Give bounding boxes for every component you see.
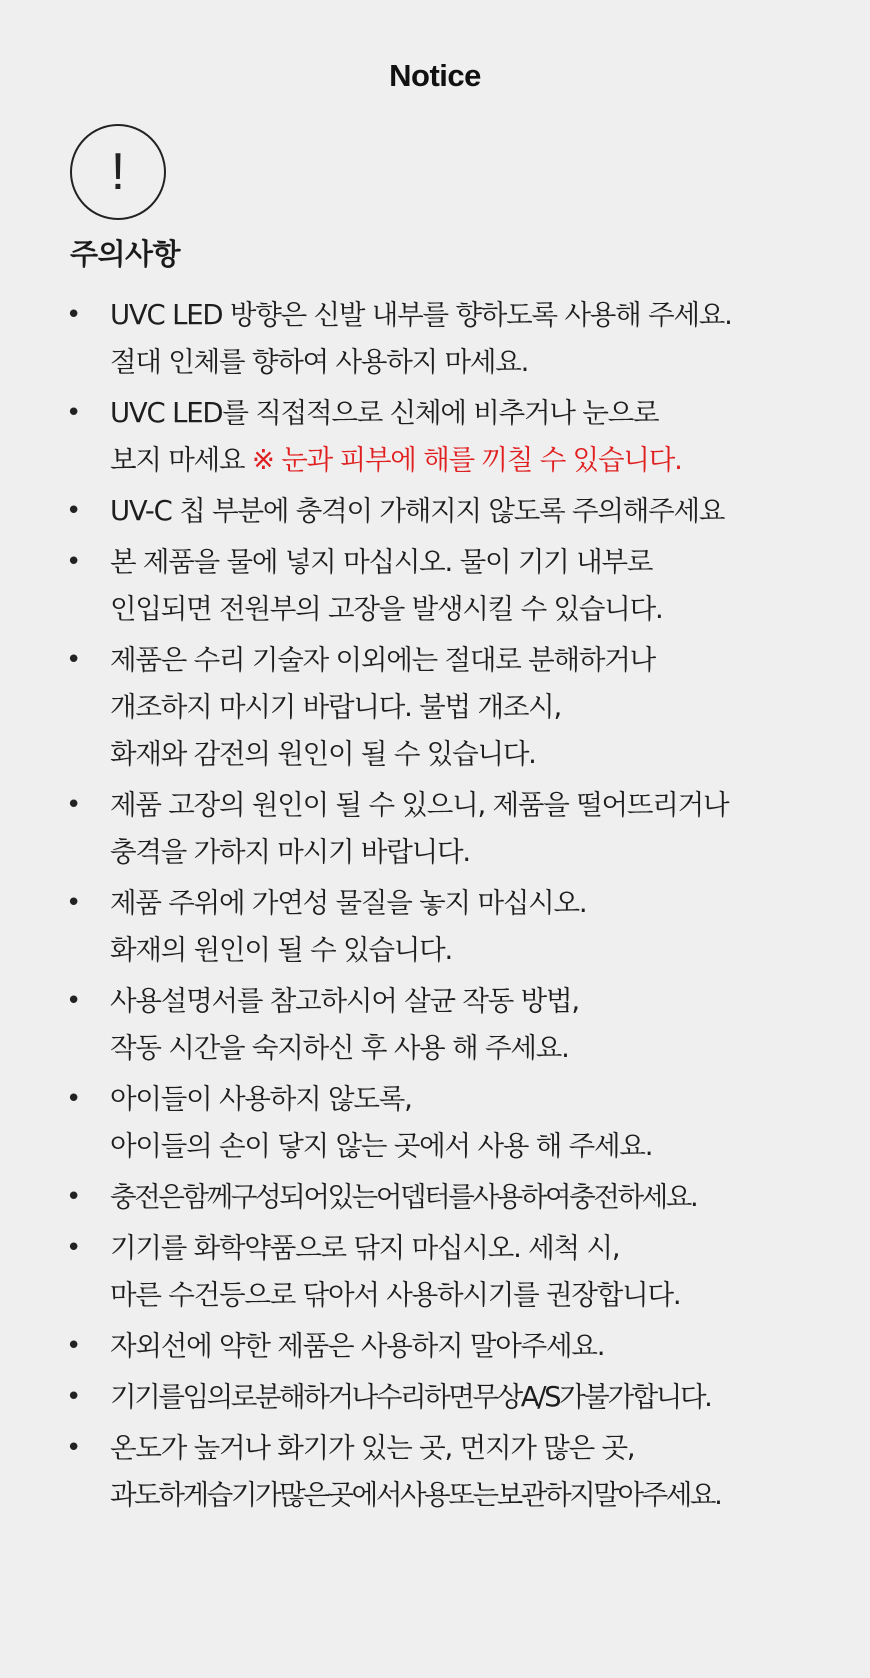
bullet: • (66, 790, 82, 820)
section-heading: 주의사항 (70, 237, 181, 271)
item-text: 제품은 수리 기술자 이외에는 절대로 분해하거나 (110, 644, 656, 676)
item-text: UV-C 칩 부분에 충격이 가해지지 않도록 주의해주세요 (110, 495, 725, 527)
list-item (60, 880, 870, 974)
item-text: 제품 고장의 원인이 될 수 있으니, 제품을 떨어뜨리거나 (110, 789, 729, 821)
bullet: • (66, 1433, 82, 1463)
item-text: 화재와 감전의 원인이 될 수 있습니다. (110, 738, 536, 770)
item-text: UVC LED 방향은 신발 내부를 향하도록 사용해 주세요. (110, 299, 732, 331)
item-text: 인입되면 전원부의 고장을 발생시킬 수 있습니다. (110, 593, 663, 625)
list-item (60, 488, 870, 535)
item-text: 마른 수건등으로 닦아서 사용하시기를 권장합니다. (110, 1279, 681, 1311)
warning-text: ※ 눈과 피부에 해를 끼칠 수 있습니다. (251, 444, 682, 476)
list-item (60, 1076, 870, 1170)
list-item (60, 782, 870, 876)
list-item (60, 978, 870, 1072)
item-text: UVC LED를 직접적으로 신체에 비추거나 눈으로 (110, 397, 659, 429)
bullet: • (66, 1182, 82, 1212)
list-item (60, 637, 870, 778)
item-text: 충격을 가하지 마시기 바랍니다. (110, 836, 470, 868)
item-text-with-warning (110, 437, 870, 484)
item-text: 보지 마세요 (110, 444, 252, 476)
item-text: 온도가 높거나 화기가 있는 곳, 먼지가 많은 곳, (110, 1432, 635, 1464)
item-text: 기기를 화학약품으로 닦지 마십시오. 세척 시, (110, 1232, 620, 1264)
caution-list (60, 292, 870, 1523)
item-text: 절대 인체를 향하여 사용하지 마세요. (110, 346, 529, 378)
item-text: 아이들이 사용하지 않도록, (110, 1083, 412, 1115)
bullet: • (66, 1382, 82, 1412)
item-text: 제품 주위에 가연성 물질을 놓지 마십시오. (110, 887, 587, 919)
bullet: • (66, 1084, 82, 1114)
item-text: 본 제품을 물에 넣지 마십시오. 물이 기기 내부로 (110, 546, 653, 578)
item-text: 아이들의 손이 닿지 않는 곳에서 사용 해 주세요. (110, 1130, 653, 1162)
bullet: • (66, 986, 82, 1016)
item-text: 작동 시간을 숙지하신 후 사용 해 주세요. (110, 1032, 569, 1064)
bullet: • (66, 645, 82, 675)
list-item (60, 1225, 870, 1319)
list-item (60, 1374, 870, 1421)
bullet: • (66, 888, 82, 918)
item-text: 기기를임의로분해하거나수리하면무상A/S가불가합니다. (110, 1381, 711, 1413)
exclamation-mark: ! (110, 143, 126, 201)
item-text: 과도하게습기가많은곳에서사용또는보관하지말아주세요. (110, 1479, 721, 1511)
bullet: • (66, 300, 82, 330)
page-title: Notice (389, 58, 481, 93)
item-text: 자외선에 약한 제품은 사용하지 말아주세요. (110, 1330, 605, 1362)
list-item (60, 292, 870, 386)
bullet: • (66, 1233, 82, 1263)
list-item (60, 1425, 870, 1519)
bullet: • (66, 398, 82, 428)
item-text: 사용설명서를 참고하시어 살균 작동 방법, (110, 985, 579, 1017)
item-text: 개조하지 마시기 바랍니다. 불법 개조시, (110, 691, 562, 723)
bullet: • (66, 496, 82, 526)
bullet: • (66, 547, 82, 577)
list-item (60, 1174, 870, 1221)
list-item (60, 539, 870, 633)
exclamation-circle-icon (70, 124, 166, 220)
item-text: 충전은함께구성되어있는어뎁터를사용하여충전하세요. (110, 1181, 697, 1213)
list-item (60, 1323, 870, 1370)
list-item (60, 390, 870, 484)
item-text: 화재의 원인이 될 수 있습니다. (110, 934, 453, 966)
bullet: • (66, 1331, 82, 1361)
